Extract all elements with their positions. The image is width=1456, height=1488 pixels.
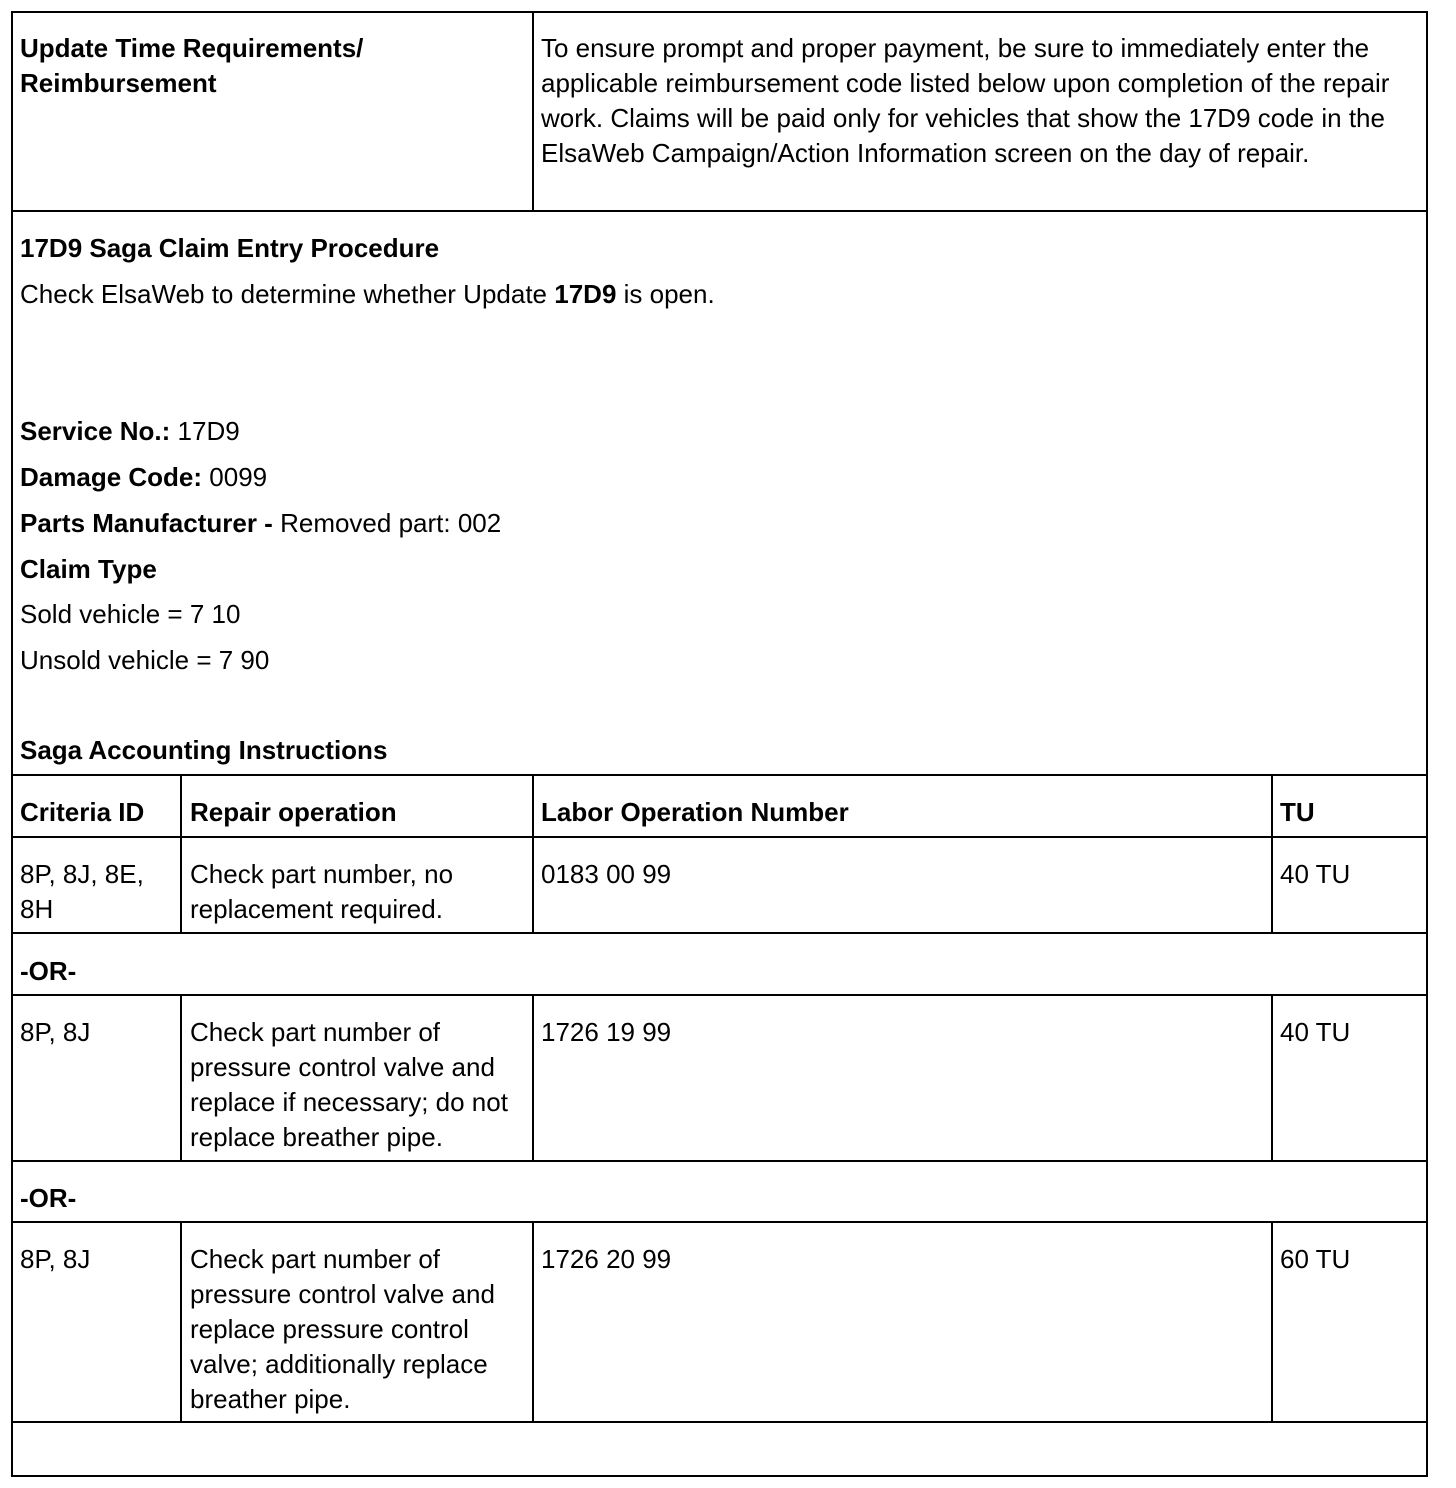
row3-divider	[12, 1421, 1428, 1423]
row2-criteria: 8P, 8J	[20, 1017, 91, 1047]
procedure-section	[12, 212, 1426, 774]
parts-value: Removed part: 002	[280, 508, 502, 538]
col-divider-1-c	[180, 1222, 182, 1423]
row2-tu: 40 TU	[1280, 1017, 1351, 1047]
col-divider-1-b	[180, 995, 182, 1162]
row3-repair: Check part number of pressure control valve and replace pressure control valve; additionally replace breather pipe.	[190, 1244, 495, 1414]
top-divider	[532, 12, 534, 212]
check-prefix: Check ElsaWeb to determine whether Update	[20, 279, 555, 309]
or-label-1: -OR-	[20, 956, 77, 986]
col-divider-1-a	[180, 775, 182, 934]
damage-code	[20, 460, 267, 495]
col-divider-2-b	[532, 995, 534, 1162]
row2-repair: Check part number of pressure control valve and replace if necessary; do not replace breather pipe.	[190, 1017, 508, 1152]
row2-labor: 1726 19 99	[541, 1017, 672, 1047]
update-time-text: To ensure prompt and proper payment, be sure to immediately enter the applicable reimbursement code listed below upon completion of the repair work. Claims will be paid only for vehicles that show the 17D9 code in the ElsaWeb Campaign/Action Information screen on the day of repair.	[541, 33, 1390, 168]
damage-label: Damage Code:	[20, 462, 203, 492]
service-value: 17D9	[170, 416, 240, 446]
header-repair-operation: Repair operation	[190, 797, 397, 827]
row1-divider	[12, 932, 1428, 934]
row1-repair: Check part number, no replacement required.	[190, 859, 454, 924]
row1-criteria: 8P, 8J, 8E, 8H	[20, 859, 144, 924]
parts-manufacturer	[20, 506, 501, 541]
row2-divider	[12, 1160, 1428, 1162]
col-divider-3-c	[1271, 1222, 1273, 1423]
service-number	[20, 414, 240, 449]
check-suffix: is open.	[616, 279, 715, 309]
or2-divider	[12, 1221, 1428, 1223]
check-code: 17D9	[554, 279, 617, 309]
unsold-vehicle: Unsold vehicle = 7 90	[20, 645, 270, 675]
col-divider-2-a	[532, 775, 534, 934]
or-label-2: -OR-	[20, 1183, 77, 1213]
row3-tu: 60 TU	[1280, 1244, 1351, 1274]
accounting-title: Saga Accounting Instructions	[20, 735, 388, 765]
or1-divider	[12, 994, 1428, 996]
sold-vehicle: Sold vehicle = 7 10	[20, 599, 241, 629]
row1-labor: 0183 00 99	[541, 859, 672, 889]
damage-value: 0099	[202, 462, 268, 492]
header-labor-operation-number: Labor Operation Number	[541, 797, 849, 827]
claim-type-label: Claim Type	[20, 554, 157, 584]
header-tu: TU	[1280, 797, 1315, 827]
row3-labor: 1726 20 99	[541, 1244, 672, 1274]
col-divider-3-a	[1271, 775, 1273, 934]
procedure-title: 17D9 Saga Claim Entry Procedure	[20, 233, 440, 263]
header-divider	[12, 836, 1428, 838]
parts-label: Parts Manufacturer -	[20, 508, 281, 538]
header-criteria-id: Criteria ID	[20, 797, 145, 827]
col-divider-3-b	[1271, 995, 1273, 1162]
row1-tu: 40 TU	[1280, 859, 1351, 889]
row3-criteria: 8P, 8J	[20, 1244, 91, 1274]
update-time-label: Update Time Requirements/ Reimbursement	[20, 33, 364, 98]
service-label: Service No.:	[20, 416, 171, 446]
check-elsaweb-text	[20, 277, 715, 312]
col-divider-2-c	[532, 1222, 534, 1423]
section-divider-2	[12, 774, 1428, 776]
